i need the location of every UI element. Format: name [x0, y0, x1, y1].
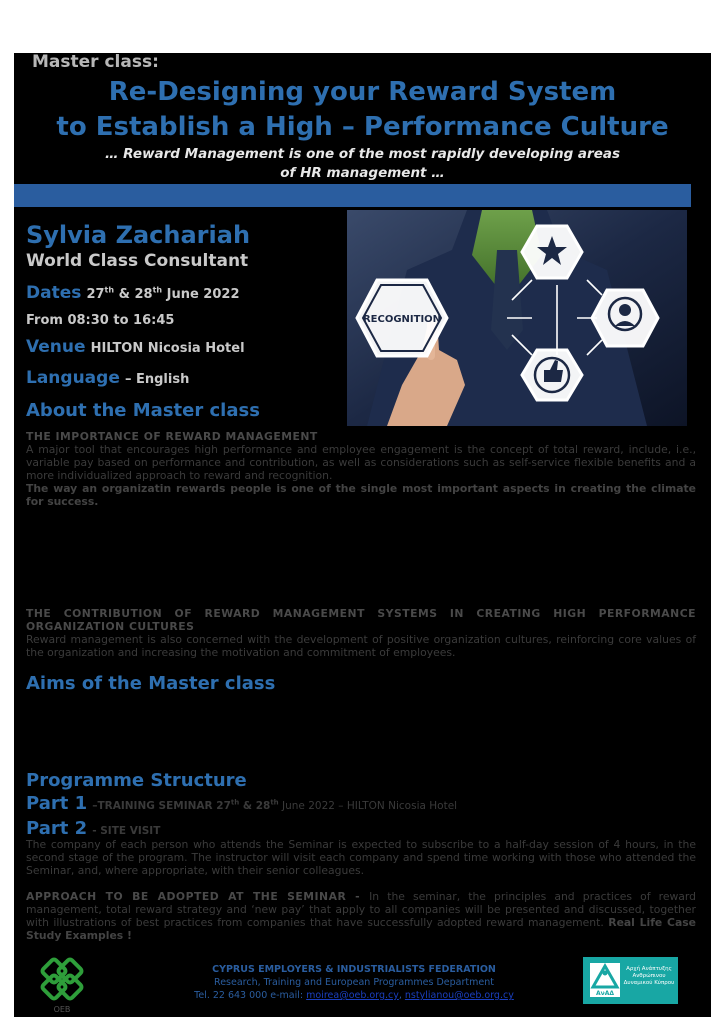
about-p1-bold: The way an organizatin rewards people is one of the single most important aspects in creating the climate for success. — [26, 482, 696, 508]
title-line-2: to Establish a High – Performance Culture — [56, 112, 669, 142]
about-paragraph-2 — [26, 607, 696, 659]
part-2-body: The company of each person who attends the Seminar is expected to subscribe to a half-day session of 4 hours, in the second stage of the program. The instructor will visit each company and spend time working with those who attended the Seminar, and, where appropriate, with their senior colleagues. — [26, 838, 696, 877]
recognition-label: RECOGNITION — [362, 314, 442, 325]
dates-label: Dates — [26, 283, 82, 303]
part-1-text: –TRAINING SEMINAR 27th & 28th June 2022 – HILTON Nicosia Hotel — [92, 798, 458, 812]
venue-value: HILTON Nicosia Hotel — [90, 341, 245, 356]
part-1-label: Part 1 — [26, 793, 88, 814]
aims-heading: Aims of the Master class — [26, 673, 276, 694]
footer-contact — [174, 963, 534, 1002]
time-value: From 08:30 to 16:45 — [26, 313, 175, 328]
recognition-illustration — [347, 210, 687, 426]
part-2-text: - SITE VISIT — [92, 825, 161, 837]
oeb-logo — [39, 956, 85, 1014]
language-label: Language — [26, 368, 120, 388]
about-p1-heading: THE IMPORTANCE OF REWARD MANAGEMENT — [26, 430, 318, 443]
about-heading: About the Master class — [26, 400, 260, 421]
part-2-label: Part 2 — [26, 818, 88, 839]
footer-dept: Research, Training and European Programmes Department — [214, 977, 494, 988]
about-p2-body: Reward management is also concerned with the development of positive organization cultures, reinforcing core values of the organization and increasing the motivation and commitment of employees. — [26, 633, 696, 659]
language-value: – English — [124, 372, 190, 387]
kicker-label: Master class: — [32, 53, 159, 72]
email-link-1[interactable]: moirea@oeb.org.cy — [306, 990, 399, 1001]
part-1-line — [26, 793, 457, 814]
footer-org: CYPRUS EMPLOYERS & INDUSTRIALISTS FEDERATION — [212, 964, 496, 975]
subtitle-line-1: … Reward Management is one of the most rapidly developing areas — [104, 146, 621, 162]
language-line — [26, 368, 189, 388]
subtitle-line-2: of HR management … — [280, 165, 445, 181]
flyer-page — [14, 53, 711, 1017]
dates-line — [26, 283, 240, 303]
anad-logo: ΑνΑΔ Αρχή Ανάπτυξης Ανθρώπινου Δυναμικού Κύπρου — [583, 957, 678, 1004]
about-p2-heading: THE CONTRIBUTION OF REWARD MANAGEMENT SYSTEMS IN CREATING HIGH PERFORMANCE ORGANIZATION CULTURES — [26, 607, 696, 633]
about-p1-body: A major tool that encourages high performance and employee engagement is the concept of total reward, include, i.e., variable pay based on performance and contribution, as well as considerations such as self-service flexible benefits and a more individualized approach to reward and recognition. — [26, 443, 696, 482]
approach-paragraph — [26, 890, 696, 942]
title-line-1: Re-Designing your Reward System — [108, 77, 617, 107]
venue-label: Venue — [26, 337, 86, 357]
svg-text:ΑνΑΔ: ΑνΑΔ — [595, 990, 615, 997]
part-2-line — [26, 818, 160, 839]
about-paragraph-1 — [26, 430, 696, 508]
speaker-role: World Class Consultant — [26, 251, 249, 271]
footer-contact-line: Tel. 22 643 000 e-mail: moirea@oeb.org.cy, nstylianou@oeb.org.cy — [194, 990, 514, 1001]
header-divider-bar — [14, 184, 691, 207]
dates-value: 27th & 28th June 2022 — [86, 285, 240, 302]
svg-text:ΟΕΒ: ΟΕΒ — [53, 1005, 71, 1014]
approach-heading: APPROACH TO BE ADOPTED AT THE SEMINAR - — [26, 890, 370, 903]
approach-bold: Real Life Case Study Examples ! — [26, 916, 697, 942]
email-link-2[interactable]: nstylianou@oeb.org.cy — [404, 990, 514, 1001]
speaker-name: Sylvia Zachariah — [26, 221, 251, 249]
venue-line — [26, 337, 245, 357]
approach-body: In the seminar, the principles and practices of reward management, total reward strategy and ‘new pay’ that apply to all companies will be presented and discussed, together with illustrations of best practices from companies that have successfully adopted reward management. — [26, 890, 697, 929]
programme-heading: Programme Structure — [26, 770, 247, 791]
